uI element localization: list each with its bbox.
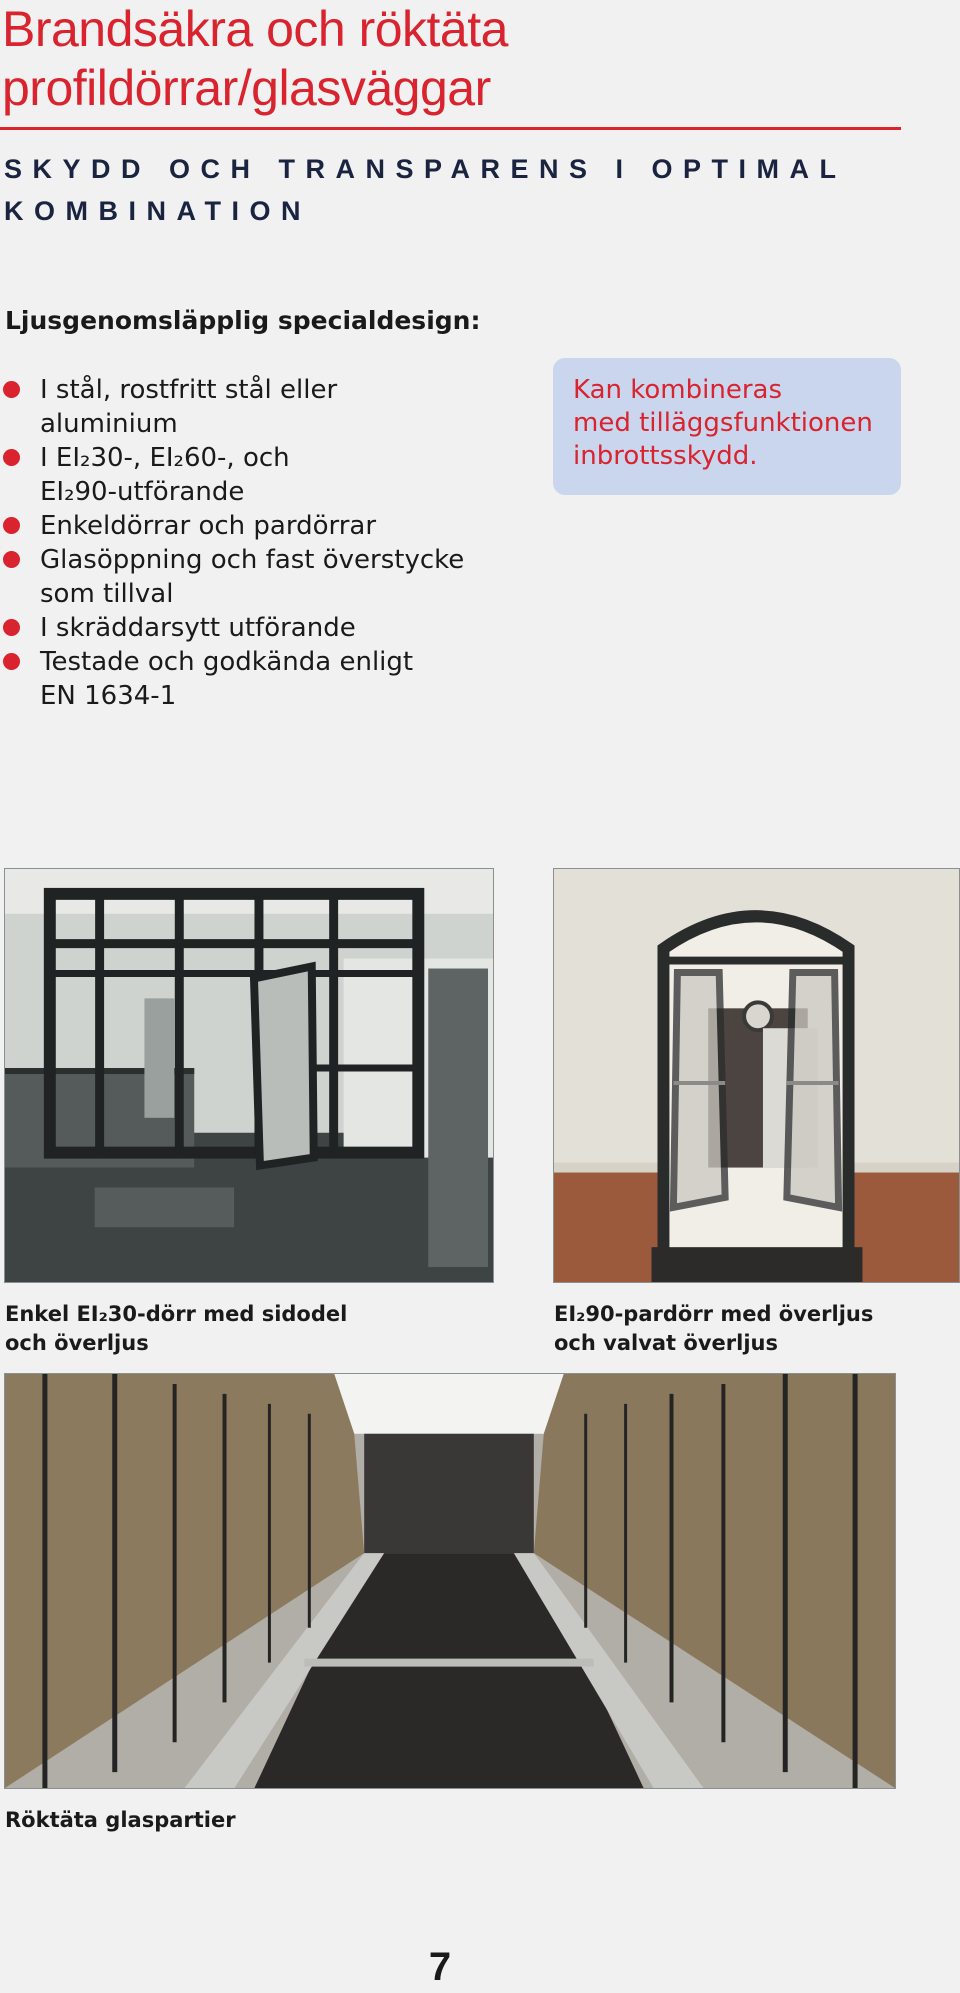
info-callout	[553, 358, 901, 495]
feature-list	[0, 373, 520, 713]
photo-caption: EI₂90-pardörr med överljus och valvat överljus	[554, 1302, 874, 1355]
page-subtitle	[4, 148, 904, 232]
subtitle-line-2: KOMBINATION	[4, 196, 311, 226]
title-line-1: Brandsäkra och röktäta	[2, 1, 508, 57]
subtitle-line-1: SKYDD OCH TRANSPARENS I OPTIMAL	[4, 154, 847, 184]
list-item	[0, 509, 520, 543]
bullet-dot-icon	[3, 517, 20, 534]
list-item-text: Glasöppning och fast överstycke som tillval	[40, 545, 465, 609]
photo-double-door-arched	[553, 868, 960, 1283]
list-item-text: Enkeldörrar och pardörrar	[40, 511, 377, 541]
page-number: 7	[428, 1945, 452, 1989]
photo-caption: Enkel EI₂30-dörr med sidodel och överljus	[5, 1302, 348, 1355]
list-item	[0, 543, 520, 611]
bullet-dot-icon	[3, 619, 20, 636]
title-divider	[0, 127, 901, 130]
photo-glass-partitions	[4, 1373, 896, 1789]
bullet-dot-icon	[3, 551, 20, 568]
list-item	[0, 441, 520, 509]
list-item-text: I skräddarsytt utförande	[40, 613, 356, 643]
photo-single-door	[4, 868, 494, 1283]
bullet-dot-icon	[3, 653, 20, 670]
photo-caption: Röktäta glaspartier	[5, 1808, 236, 1832]
list-item-text: I EI₂30-, EI₂60-, och EI₂90-utförande	[40, 443, 290, 507]
bullet-dot-icon	[3, 449, 20, 466]
callout-text: Kan kombineras med tilläggsfunktionen inbrottsskydd.	[573, 375, 873, 471]
list-item	[0, 611, 520, 645]
list-item-text: I stål, rostfritt stål eller aluminium	[40, 375, 338, 439]
bullet-dot-icon	[3, 381, 20, 398]
section-heading: Ljusgenomsläpplig specialdesign:	[5, 306, 481, 335]
list-item-text: Testade och godkända enligt EN 1634-1	[40, 647, 414, 711]
list-item	[0, 373, 520, 441]
list-item	[0, 645, 520, 713]
page-title	[2, 0, 902, 118]
title-line-2: profildörrar/glasväggar	[2, 60, 491, 116]
